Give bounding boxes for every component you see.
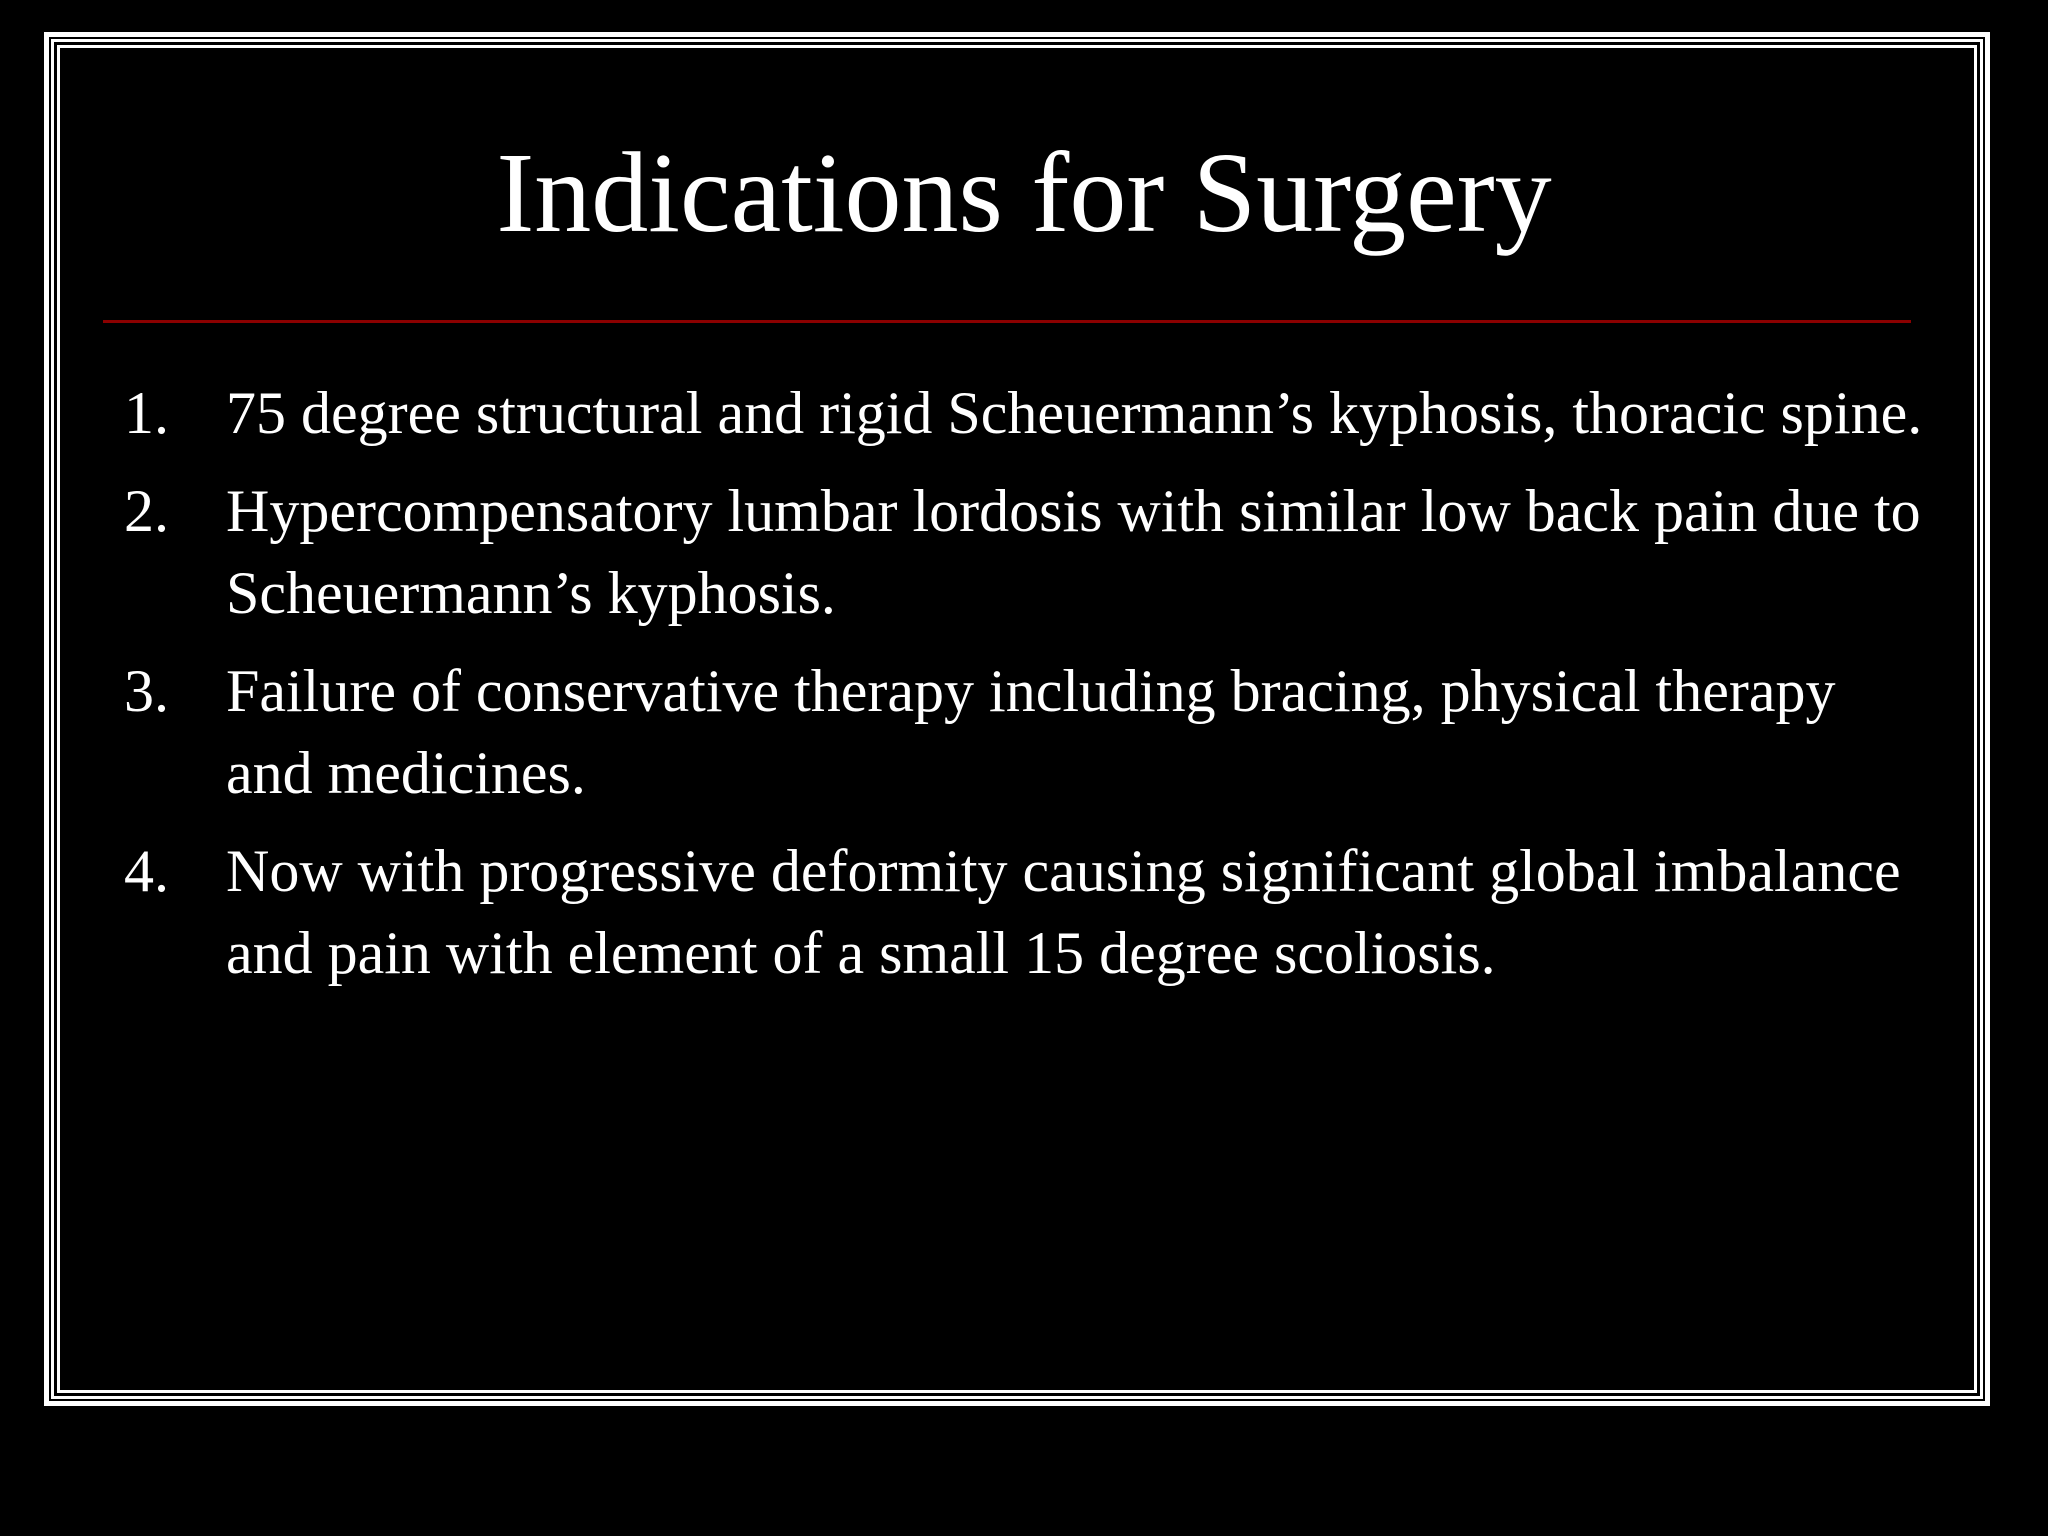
list-item-text: 75 degree structural and rigid Scheuermann’s kyphosis, thoracic spine.	[226, 380, 1923, 446]
list-item-number: 4.	[124, 838, 169, 904]
list-item	[0, 830, 2048, 994]
title-divider	[103, 320, 1911, 323]
slide-title: Indications for Surgery	[496, 129, 1552, 256]
list-item	[0, 372, 2048, 454]
list-item-number: 1.	[124, 380, 169, 446]
list-item	[0, 470, 2048, 634]
list-item-number: 2.	[124, 478, 169, 544]
list-item-text: Now with progressive deformity causing significant global imbalance and pain with element of a small 15 degree scoliosis.	[226, 838, 1901, 986]
list-item	[0, 650, 2048, 814]
list-item-text: Hypercompensatory lumbar lordosis with similar low back pain due to Scheuermann’s kyphosis.	[226, 478, 1921, 626]
list-item-text: Failure of conservative therapy including bracing, physical therapy and medicines.	[226, 658, 1836, 806]
indications-list	[0, 372, 2048, 1010]
list-item-number: 3.	[124, 658, 169, 724]
